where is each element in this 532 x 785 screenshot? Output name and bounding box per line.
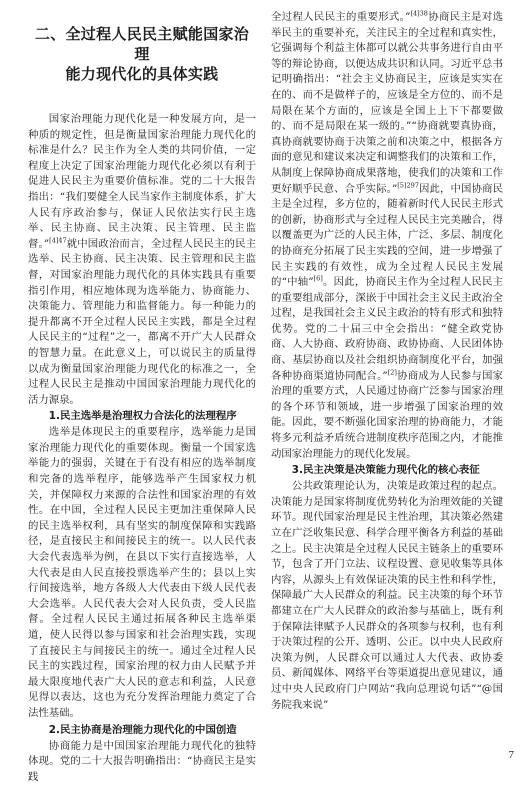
intro-text: 国家治理能力现代化是一种发展方向，是一种质的规定性，但是衡量国家治理能力现代化的标准是什么？民主作为全人类的共同价值，一定程度上决定了国家治理能力现代化必须以有利于促进人民民主为重要价值标准。党的二十大报告指出：“我们要健全人民当家作主制度体系，扩大人民有序政治参与，保证人民依法实行民主选举、民主协商、民主决策、民主管理、民主监督。” bbox=[28, 113, 256, 250]
left-column bbox=[28, 0, 256, 785]
citation-4-38: [4]38 bbox=[410, 9, 428, 18]
subheading-3: 3.民主决策是决策能力现代化的核心表征 bbox=[291, 464, 480, 477]
consult-text-a: 全过程人民民主的重要形式。” bbox=[271, 11, 411, 23]
section-title bbox=[28, 0, 256, 84]
subheading-2: 2.民主协商是治理能力现代化的中国创造 bbox=[48, 723, 237, 736]
consult-text-b: 协商民主是对选举民主的重要补充，关注民主的全过程和真实性，它强调每个利益主体都可以就公共事务进行自由平等的辩论协商，以便达成共识和认同。习近平总书记明确指出：“社会主义协商民主，应该是实实在在的、而不是做样子的，应该是全方位的、而不是局限在某个方面的，应该是全国上上下下都要做的、而不是局限在某一级的。”“协商就要真协商，真协商就要协商于决策之前和决策之中，根据各方面的意见和建议来决定和调整我们的决策和工作，从制度上保障协商成果落地，使我们的决策和工作更好顺乎民意、合乎实际。” bbox=[271, 11, 503, 195]
citation-4-47: [4]47 bbox=[49, 236, 67, 245]
title-spacer bbox=[28, 84, 256, 112]
citation-5-297: [5]297 bbox=[397, 181, 419, 190]
consultation-paragraph-start: 协商能力是中国国家治理能力现代化的独特体现。党的二十大报告明确指出：“协商民主是实践 bbox=[28, 739, 256, 783]
section-title-line1: 二、全过程人民民主赋能国家治理 bbox=[34, 25, 250, 63]
citation-2: [2] bbox=[387, 368, 397, 377]
citation-6: [6] bbox=[313, 274, 323, 283]
consult-text-e: 协商成为人民参与国家治理的重要方式，人民通过协商广泛参与国家治理的各个环节和领域，进一步增强了国家治理的效能。因此，要不断强化国家治理的协商能力，才能将多元利益矛盾统合进制度秩序范围之内，才能推动国家治理能力的现代化发展。 bbox=[271, 369, 503, 460]
intro-paragraph bbox=[28, 112, 256, 408]
consult-text-c: 因此，中国协商民主是全过程，多方位的，随着新时代人民民主形式的创新，协商形式与全过程人民民主完美融合，得以覆盖更为广泛的人民主体，广泛、多层、制度化的协商充分拓展了民主实践的空间，进一步增强了民主实践的有效性，成为全过程人民民主发展的“中轴” bbox=[271, 182, 503, 289]
consult-text-d: 。因此，协商民主作为全过程人民民主的重要组成部分，深嵌于中国社会主义民主政治全过程，是我国社会主义民主政治的特有形式和独特优势。党的二十届三中全会指出：“健全政党协商、人大协商、政府协商、政协协商、人民团体协商、基层协商以及社会组织协商制度化平台，加强各种协商渠道协同配合。” bbox=[271, 276, 503, 382]
section-title-line2: 能力现代化的具体实践 bbox=[65, 65, 219, 83]
consultation-paragraph-cont bbox=[271, 10, 503, 462]
intro-text-tail: 就中国政治而言，全过程人民民主的民主选举、民主协商、民主决策、民主管理和民主监督，对国家治理能力现代化的具体实践具有重要指引作用，相应地体现为选举能力、协商能力、决策能力、管理能力和监督能力。每一种能力的提升都离不开全过程人民民主实践，都是全过程人民民主的“过程”之一，都离不开广大人民群众的智慧力量。在此意义上，可以说民主的质量得以成为衡量国家治理能力现代化的标准之一，全过程人民民主是推动中国国家治理能力现代化的活力源泉。 bbox=[28, 237, 256, 406]
decision-paragraph: 公共政策理论认为，决策是政策过程的起点。决策能力是国家将制度优势转化为治理效能的关键环节。现代国家治理是民主性治理，其决策必然建立在广泛收集民意、科学合理平衡各方利益的基础之上。民主决策是全过程人民民主链条上的重要环节，包含了开门立法、议程设置、意见收集等具体内容，从源头上有效保证决策的民主性和科学性，保障最广大人民群众的利益。民主决策的每个环节都建立在广大人民群众的政治参与基础上，既有利于保障法律赋予人民群众的各项参与权利，也有利于决策过程的公开、透明、公正。以中央人民政府决策为例，人民群众可以通过人大代表、政协委员、新闻媒体、网络平台等渠道提出意见建议，通过中央人民政府门户网站“我向总理说句话”“@国务院我来说” bbox=[271, 480, 503, 711]
election-paragraph: 选举是体现民主的重要程序，选举能力是国家治理能力现代化的重要体现。衡量一个国家选举能力的强弱，关键在于有没有相应的选举制度和完备的选举程序，能够选举产生国家权力机关，并保障权力来源的合法性和国家治理的有效性。在中国，全过程人民民主更加注重保障人民的民主选举权利，具有坚实的制度保障和实践路径，是直接民主和间接民主的统一。以人民代表大会代表选举为例，在县以下实行直接选举，人大代表是由人民直接投票选举产生的；县以上实行间接选举，地方各级人大代表由下级人民代表大会选举。人民代表大会对人民负责，受人民监督。全过程人民民主通过拓展各种民主选举渠道，使人民得以参与国家和社会治理实践，实现了直接民主与间接民主的统一。通过全过程人民民主的实践过程，国家治理的权力由人民赋予并最大限度地代表广大人民的意志和利益，人民意见得以表达，这也为充分发挥治理能力奠定了合法性基础。 bbox=[28, 426, 256, 719]
right-column bbox=[271, 10, 503, 713]
subheading-1: 1.民主选举是治理权力合法化的法理程序 bbox=[48, 410, 237, 423]
page-number: 7 bbox=[508, 749, 514, 761]
